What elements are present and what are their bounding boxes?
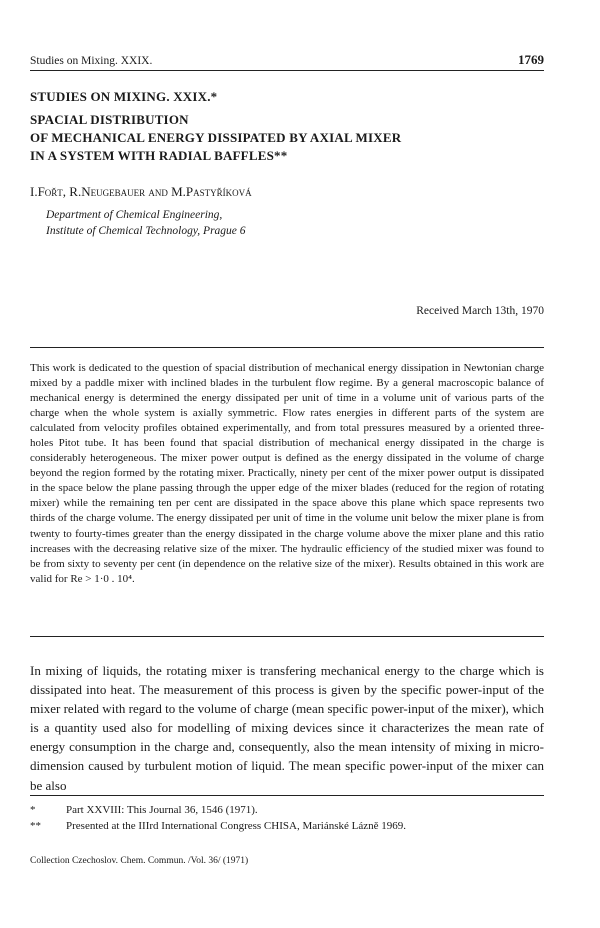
footnotes: [30, 802, 544, 834]
footnote-mark: **: [30, 820, 41, 832]
footnote: [30, 818, 544, 834]
body-paragraph: In mixing of liquids, the rotating mixer is transfering mechanical energy to the charge which is dissipated into heat. The measurement of this process is given by the specific power-input of the mixer related with regard to the volume of charge (mean specific power-input of the mixer), which is a quantity used also for modelling of mixing devices since it characterizes the mean rate of energy consumption in the charge and, consequently, also the mean intensity of mixing in micro-dimension caused by turbulent motion of liquid. The mean specific power-input of the mixer can be also: [30, 663, 544, 793]
series-title: STUDIES ON MIXING. XXIX.*: [30, 89, 218, 104]
title-line: SPACIAL DISTRIBUTION: [30, 112, 189, 127]
title-block: [30, 89, 544, 165]
title-line: IN A SYSTEM WITH RADIAL BAFFLES**: [30, 148, 288, 163]
received-date: Received March 13th, 1970: [416, 305, 544, 317]
affiliation: [46, 207, 246, 239]
footnote-text: Part XXVIII: This Journal 36, 1546 (1971).: [66, 804, 258, 816]
author-list: I.Fořt, R.Neugebauer and M.Pastyříková: [30, 184, 252, 199]
header-rule: [30, 70, 544, 71]
footnote-mark: *: [30, 804, 36, 816]
footnote: [30, 802, 544, 818]
affiliation-line: Department of Chemical Engineering,: [46, 209, 223, 221]
abstract-bottom-rule: [30, 636, 544, 637]
footnote-rule: [30, 795, 544, 796]
page-number: 1769: [518, 52, 544, 67]
running-title: Studies on Mixing. XXIX.: [30, 55, 153, 67]
article-title: [30, 111, 544, 165]
title-line: OF MECHANICAL ENERGY DISSIPATED BY AXIAL MIXER: [30, 130, 402, 145]
abstract-top-rule: [30, 347, 544, 348]
footnote-text: Presented at the IIIrd International Congress CHISA, Mariánské Lázně 1969.: [66, 820, 406, 832]
affiliation-line: Institute of Chemical Technology, Prague 6: [46, 225, 246, 237]
abstract: This work is dedicated to the question of spacial distribution of mechanical energy dissipation in Newtonian charge mixed by a paddle mixer with inclined blades in the turbulent flow regime. By a general macroscopic balance of mechanical energy is determined the energy dissipated per unit of time in a volume unit of various parts of the charge when the whole system is axially symmetric. Flow rates energies in different parts of the system are calculated from velocity profiles obtained experimentally, and from total pressures measured by a oriented three-holes Pitot tube. It has been found that spacial distribution of mechanical energy dissipated in the charge is considerably heterogeneous. The mixer power output is defined as the energy dissipated in the volume of charge beyond the region formed by the rotating mixer. Practically, ninety per cent of the mixer power output is dissipated in the space below the plane passing through the upper edge of the mixer blades (reduced for the region of rotating mixer) while the remaining ten per cent are dissipated in the space above this plane which space represents two thirds of the charge volume. The energy dissipated per unit of time in the volume unit below the mixer plane is from twenty to fourty-times greater than the energy dissipated in the charge volume above the mixer plane and this ratio increases with the decreasing relative size of the mixer. The hydraulic efficiency of the studied mixer was found to be from sixty to seventy per cent (in dependence on the relative size of the mixer). Results obtained in this work are valid for Re > 1·0 . 10⁴.: [30, 362, 544, 585]
running-header: [30, 52, 544, 68]
journal-imprint: Collection Czechoslov. Chem. Commun. /Vol. 36/ (1971): [30, 856, 249, 866]
